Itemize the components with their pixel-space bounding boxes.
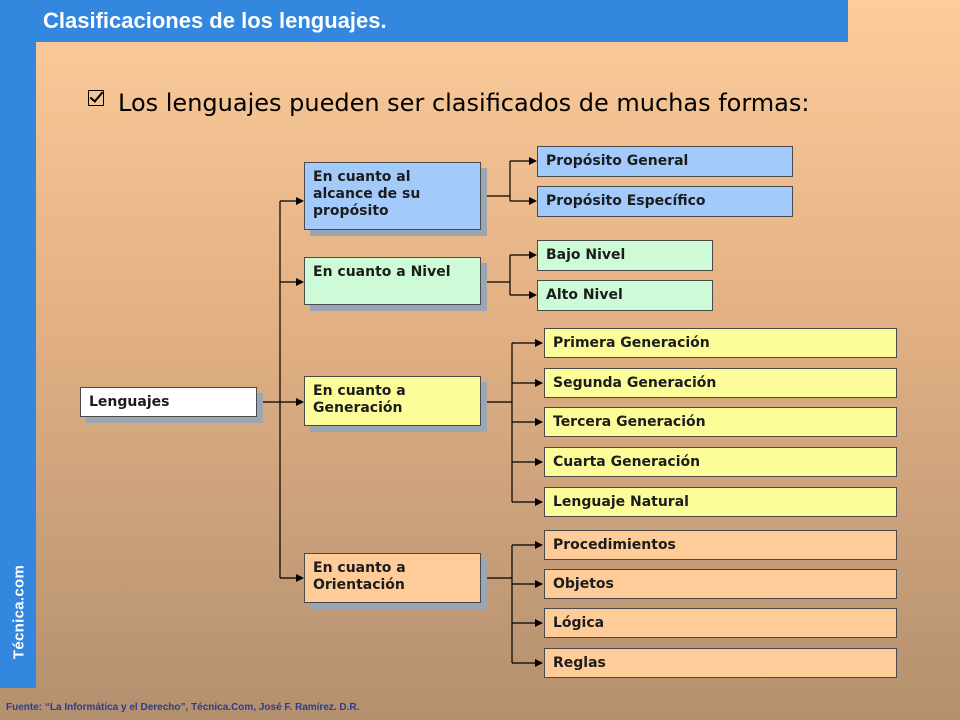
leaf-node	[544, 648, 897, 678]
category-label: En cuanto a Nivel	[313, 264, 451, 280]
leaf-label: Primera Generación	[553, 334, 710, 351]
category-node-alcance	[304, 162, 481, 230]
category-label: En cuanto a Generación	[313, 383, 406, 416]
leaf-label: Lenguaje Natural	[553, 493, 689, 510]
category-node-generacion	[304, 376, 481, 426]
leaf-node	[544, 407, 897, 437]
sidebar-brand-text: Técnica.com	[10, 564, 28, 660]
leaf-label: Procedimientos	[553, 536, 676, 553]
leaf-label: Propósito General	[546, 153, 689, 169]
category-label: En cuanto a Orientación	[313, 560, 406, 593]
leaf-label: Propósito Específico	[546, 193, 706, 209]
leaf-label: Cuarta Generación	[553, 453, 701, 470]
leaf-node	[544, 569, 897, 599]
category-label: En cuanto al alcance de su propósito	[313, 169, 421, 219]
leaf-node	[544, 368, 897, 398]
leaf-node	[544, 530, 897, 560]
leaf-node	[537, 146, 793, 177]
root-node	[80, 387, 257, 417]
leaf-label: Tercera Generación	[553, 413, 706, 430]
leaf-label: Bajo Nivel	[546, 247, 626, 263]
leaf-node	[537, 280, 713, 311]
leaf-node	[544, 447, 897, 477]
leaf-node	[537, 240, 713, 271]
leaf-node	[544, 608, 897, 638]
category-node-orientacion	[304, 553, 481, 603]
leaf-node	[544, 328, 897, 358]
leaf-label: Segunda Generación	[553, 374, 717, 391]
footer-source: Fuente: “La Informática y el Derecho”, Técnica.Com, José F. Ramírez. D.R.	[6, 702, 360, 713]
leaf-label: Lógica	[553, 614, 605, 631]
bullet-text: Los lenguajes pueden ser clasificados de muchas formas:	[118, 89, 810, 117]
leaf-node	[544, 487, 897, 517]
leaf-node	[537, 186, 793, 217]
leaf-label: Alto Nivel	[546, 287, 623, 303]
leaf-label: Reglas	[553, 654, 606, 671]
root-node-label: Lenguajes	[89, 393, 170, 410]
slide-title: Clasificaciones de los lenguajes.	[43, 8, 387, 33]
leaf-label: Objetos	[553, 575, 614, 592]
category-node-nivel	[304, 257, 481, 305]
